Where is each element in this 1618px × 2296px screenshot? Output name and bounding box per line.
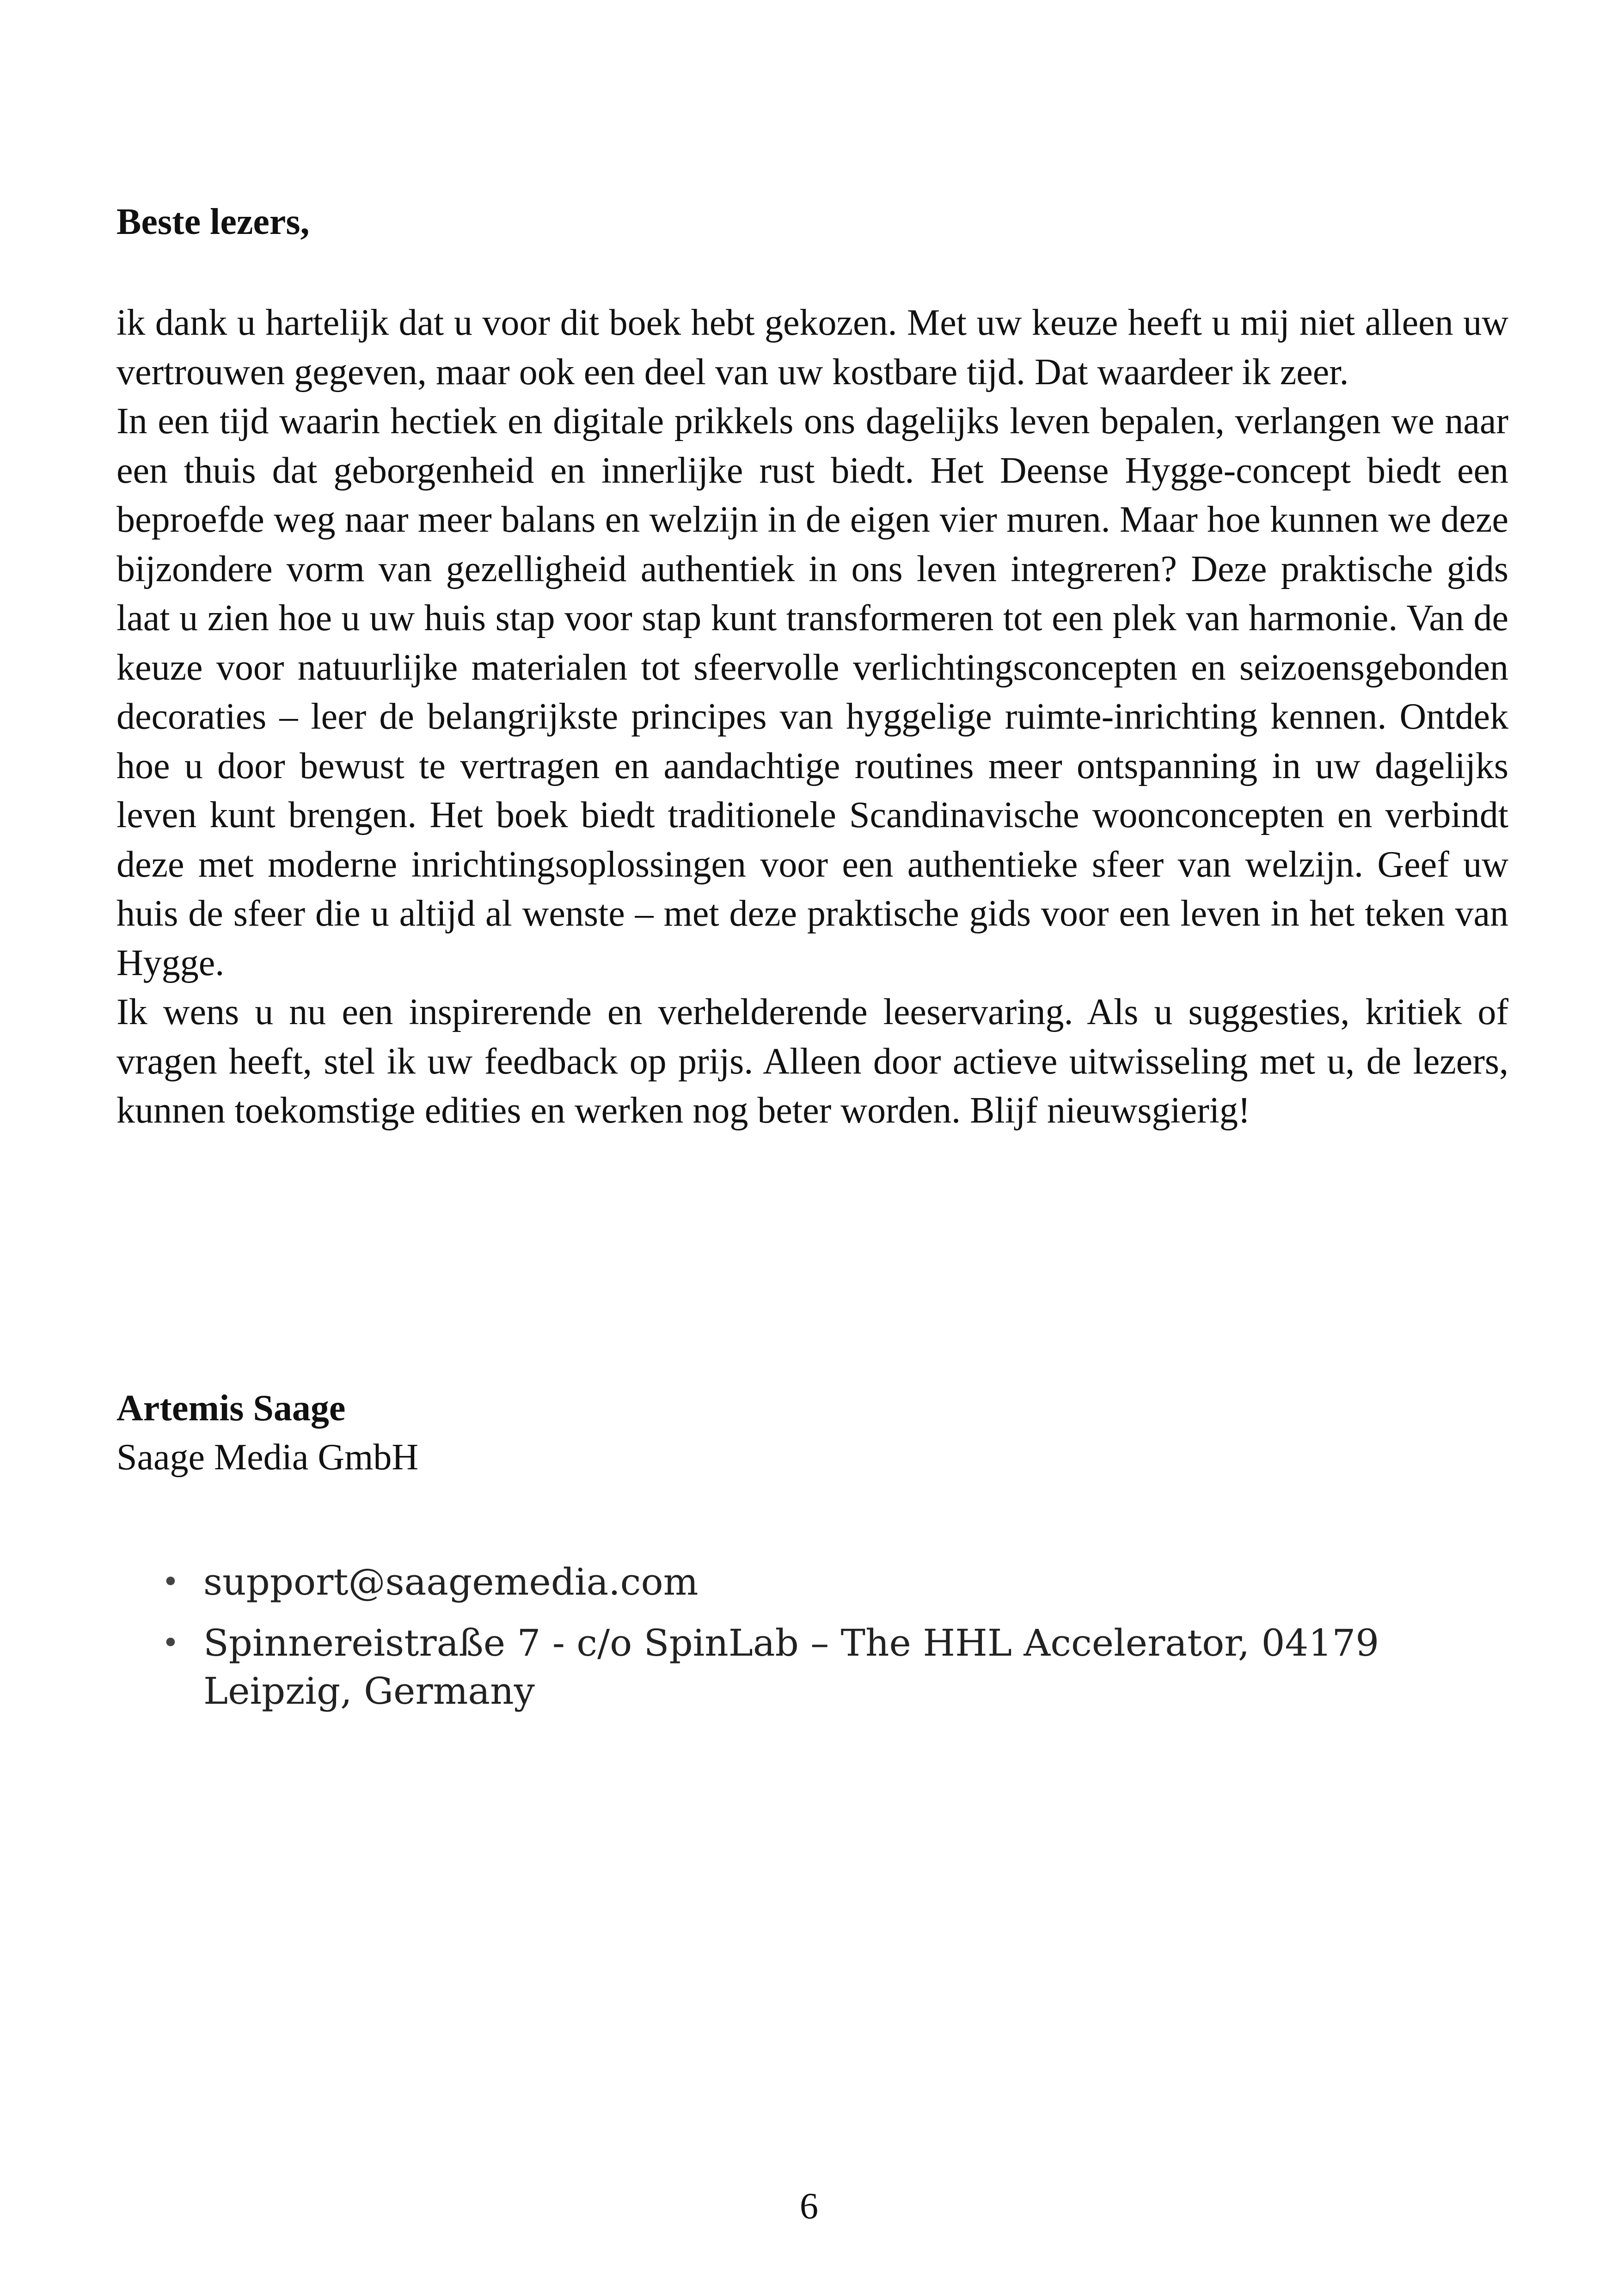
contact-list (153, 1558, 1493, 1728)
letter-body (116, 298, 1508, 1136)
greeting-heading: Beste lezers, (116, 202, 310, 242)
author-name: Artemis Saage (116, 1388, 346, 1429)
company-name: Saage Media GmbH (116, 1437, 419, 1478)
contact-email-item (153, 1558, 1493, 1606)
contact-address-item (153, 1619, 1493, 1715)
paragraph-closing: Ik wens u nu een inspirerende en verhelderende leeservaring. Als u suggesties, kritiek of vragen heeft, stel ik uw feedback op prijs. Alleen door actieve uitwisseling met u, de lezers, kunnen toekomstige edities en werken nog beter worden. Blijf nieuwsgierig! (116, 992, 1508, 1131)
paragraph-main: In een tijd waarin hectiek en digitale prikkels ons dagelijks leven bepalen, verlangen we naar een thuis dat geborgenheid en innerlijke rust biedt. Het Deense Hygge-concept biedt een beproefde weg naar meer balans en welzijn in de eigen vier muren. Maar hoe kunnen we deze bijzondere vorm van gezelligheid authentiek in ons leven integreren? Deze praktische gids laat u zien hoe u uw huis stap voor stap kunt transformeren tot een plek van harmonie. Van de keuze voor natuurlijke materialen tot sfeervolle verlichtingsconcepten en seizoensgebonden decoraties – leer de belangrijkste principes van hyggelige ruimte-inrichting kennen. Ontdek hoe u door bewust te vertragen en aandachtige routines meer ontspanning in uw dagelijks leven kunt brengen. Het boek biedt traditionele Scandinavische woonconcepten en verbindt deze met moderne inrichtingsoplossingen voor een authentieke sfeer van welzijn. Geef uw huis de sfeer die u altijd al wenste – met deze praktische gids voor een leven in het teken van Hygge. (116, 401, 1508, 983)
bullet-icon: • (162, 1565, 179, 1599)
bullet-icon: • (162, 1626, 179, 1660)
paragraph-intro: ik dank u hartelijk dat u voor dit boek hebt gekozen. Met uw keuze heeft u mij niet alleen uw vertrouwen gegeven, maar ook een deel van uw kostbare tijd. Dat waardeer ik zeer. (116, 302, 1508, 393)
contact-email[interactable]: support@saagemedia.com (203, 1560, 699, 1603)
signature-block (116, 1384, 1508, 1482)
contact-address: Spinnereistraße 7 - c/o SpinLab – The HHL Accelerator, 04179 Leipzig, Germany (203, 1621, 1379, 1713)
page-number: 6 (800, 2186, 818, 2227)
